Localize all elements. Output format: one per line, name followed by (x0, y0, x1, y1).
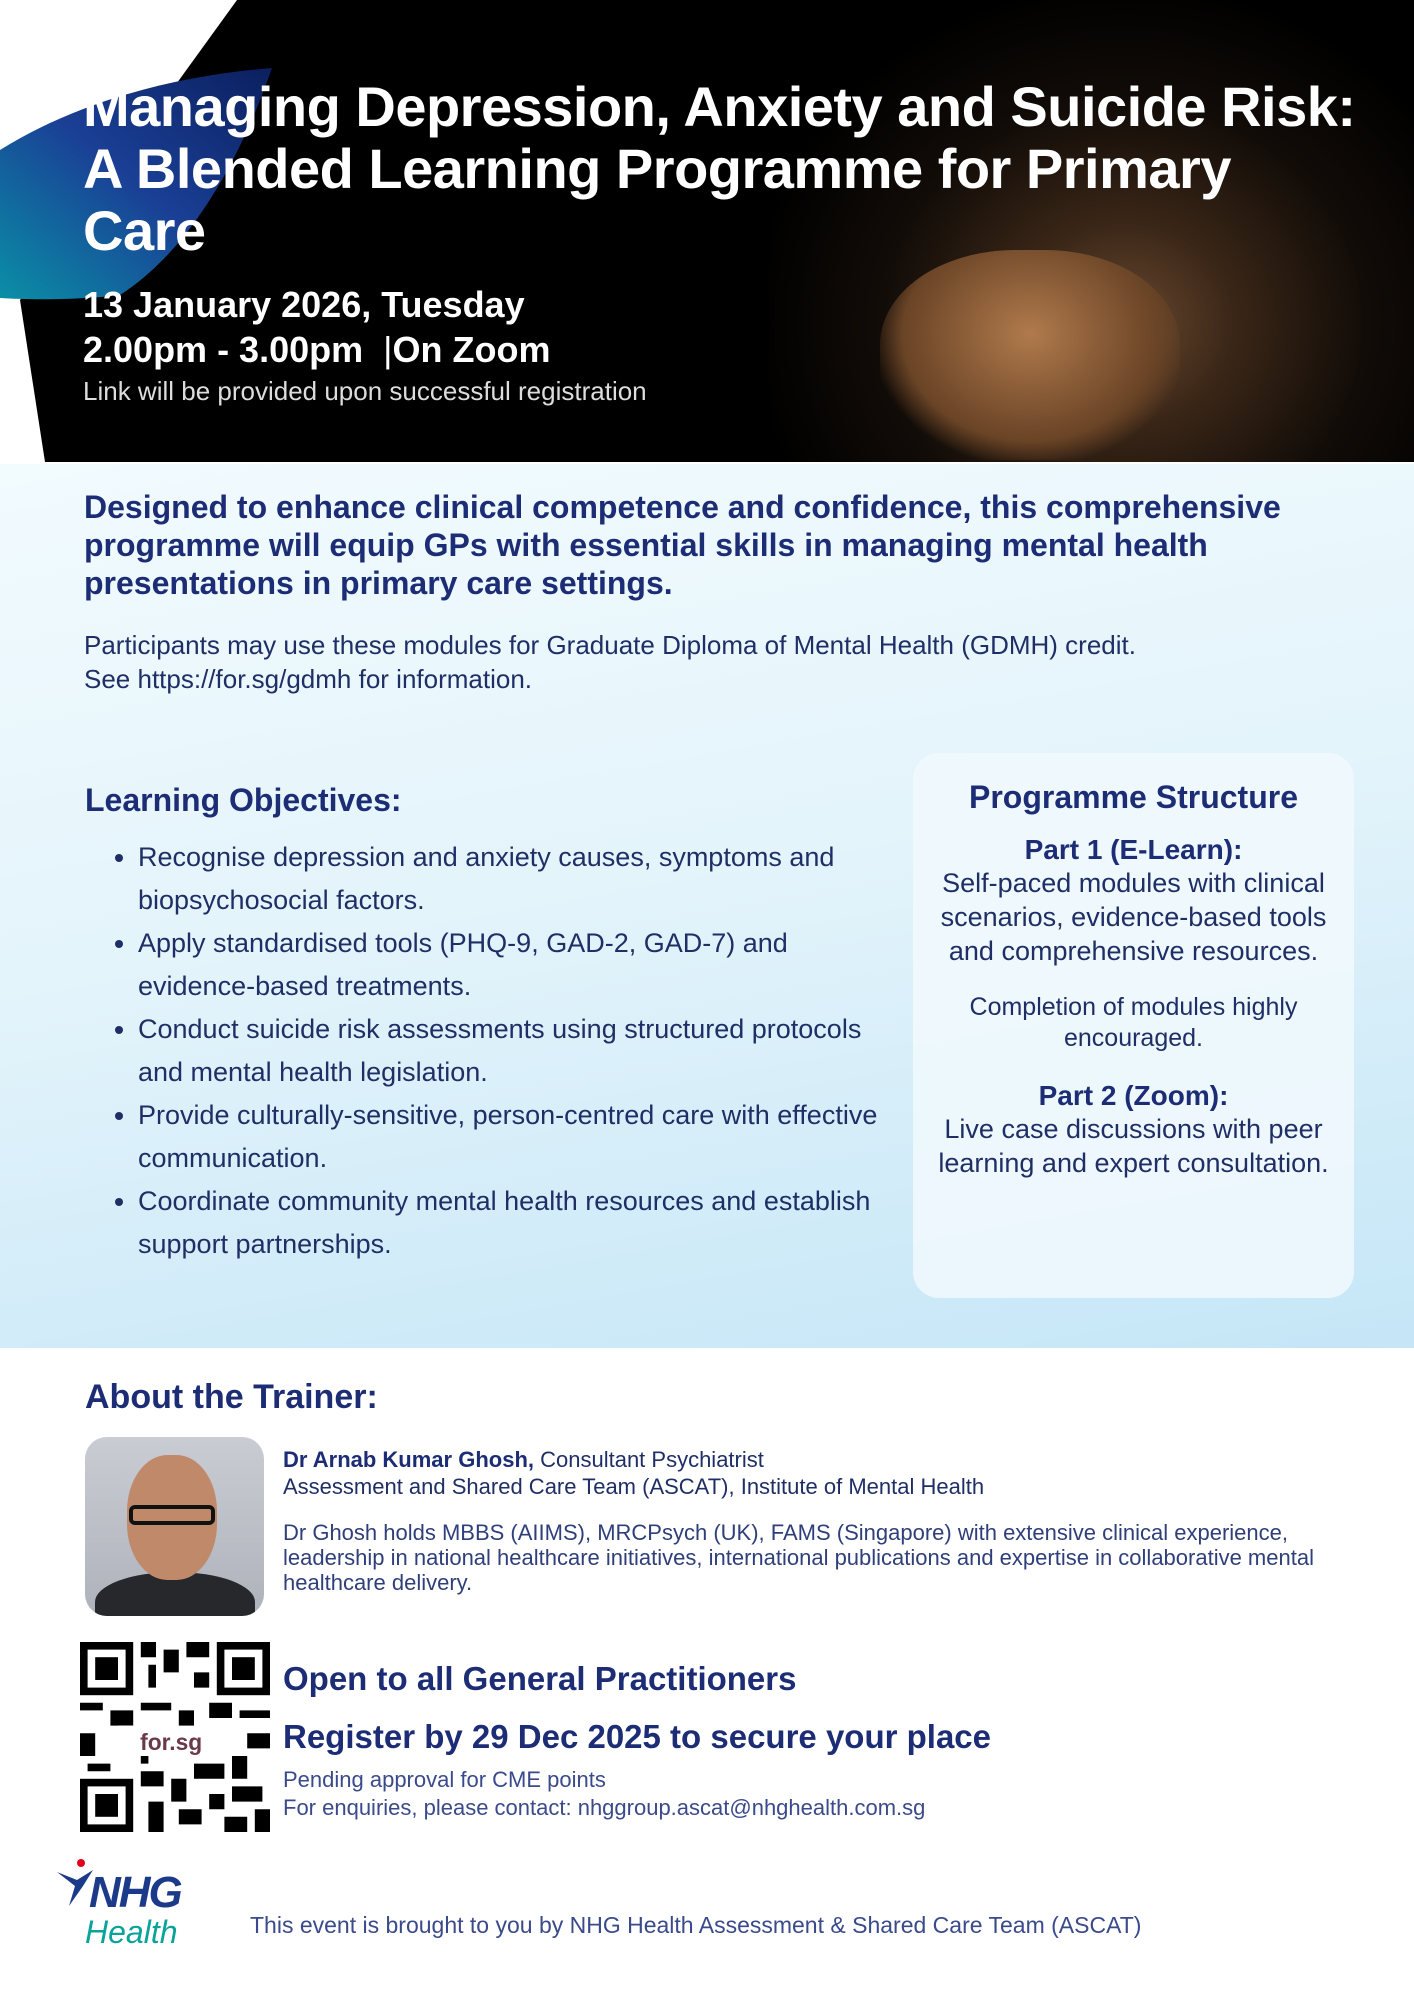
part1-title: Part 1 (E-Learn): (1024, 834, 1243, 865)
register-deadline: Register by 29 Dec 2025 to secure your place (283, 1718, 992, 1755)
registration-info (283, 1650, 1363, 1766)
logo-text-health: Health (85, 1914, 178, 1950)
nhg-health-logo (55, 1858, 195, 1958)
open-to-all: Open to all General Practitioners (283, 1660, 797, 1697)
trainer-role: Consultant Psychiatrist (534, 1447, 764, 1472)
programme-structure-card (913, 753, 1354, 1298)
gdmh-link-line[interactable]: See https://for.sg/gdmh for information. (84, 664, 533, 694)
glasses-shape (129, 1505, 215, 1525)
header-text (83, 76, 1363, 408)
trainer-bio: Dr Ghosh holds MBBS (AIIMS), MRCPsych (UK), FAMS (Singapore) with extensive clinical experience, leadership in national healthcare initiatives, international publications and expertise in collaborative mental healthcare delivery. (283, 1520, 1314, 1595)
intro-text: Designed to enhance clinical competence and confidence, this comprehensive programme will equip GPs with essential skills in managing mental health presentations in primary care settings. (84, 489, 1281, 601)
trainer-name: Dr Arnab Kumar Ghosh, (283, 1447, 534, 1472)
registration-notes (283, 1766, 1363, 1822)
footer-text: This event is brought to you by NHG Health Assessment & Shared Care Team (ASCAT) (250, 1912, 1142, 1938)
trainer-section (283, 1446, 1363, 1595)
registration-qr-code[interactable] (80, 1642, 270, 1832)
completion-note: Completion of modules highly encouraged. (969, 993, 1298, 1052)
structure-heading: Programme Structure (969, 779, 1298, 815)
event-date: 13 January 2026, Tuesday (83, 284, 525, 325)
trainer-affiliation: Assessment and Shared Care Team (ASCAT), Institute of Mental Health (283, 1474, 985, 1499)
list-item: • Apply standardised tools (PHQ-9, GAD-2, GAD-7) and evidence-based treatments. (138, 922, 902, 1008)
part2-title: Part 2 (Zoom): (1038, 1080, 1229, 1111)
event-time: 2.00pm - 3.00pm (83, 329, 364, 370)
event-venue: On Zoom (392, 329, 551, 370)
trainer-photo (85, 1437, 264, 1616)
link-note: Link will be provided upon successful registration (83, 376, 647, 406)
objectives-list (112, 836, 902, 1266)
objectives-heading: Learning Objectives: (85, 782, 402, 818)
cme-note: Pending approval for CME points (283, 1767, 606, 1792)
event-time-venue: 2.00pm - 3.00pm |On Zoom (83, 329, 551, 370)
registration-section (283, 1650, 1363, 1822)
gdmh-note (84, 628, 1324, 696)
page-title: Managing Depression, Anxiety and Suicide Risk: A Blended Learning Programme for Primary Care (83, 75, 1356, 262)
enquiries-contact[interactable]: For enquiries, please contact: nhggroup.ascat@nhghealth.com.sg (283, 1795, 926, 1820)
qr-label: for.sg (140, 1728, 203, 1755)
trainer-heading: About the Trainer: (85, 1378, 378, 1416)
part2-body: Live case discussions with peer learning and expert consultation. (938, 1114, 1329, 1178)
list-item: • Coordinate community mental health resources and establish support partnerships. (138, 1180, 902, 1266)
list-item: • Recognise depression and anxiety causes, symptoms and biopsychosocial factors. (138, 836, 902, 922)
logo-text-nhg: NHG (89, 1868, 181, 1917)
part1-body: Self-paced modules with clinical scenarios, evidence-based tools and comprehensive resources. (940, 868, 1327, 966)
list-item: • Provide culturally-sensitive, person-centred care with effective communication. (138, 1094, 902, 1180)
trainer-info (283, 1446, 1363, 1500)
intro-section (84, 488, 1324, 696)
gdmh-line: Participants may use these modules for Graduate Diploma of Mental Health (GDMH) credit. (84, 630, 1136, 660)
list-item: • Conduct suicide risk assessments using structured protocols and mental health legislation. (138, 1008, 902, 1094)
